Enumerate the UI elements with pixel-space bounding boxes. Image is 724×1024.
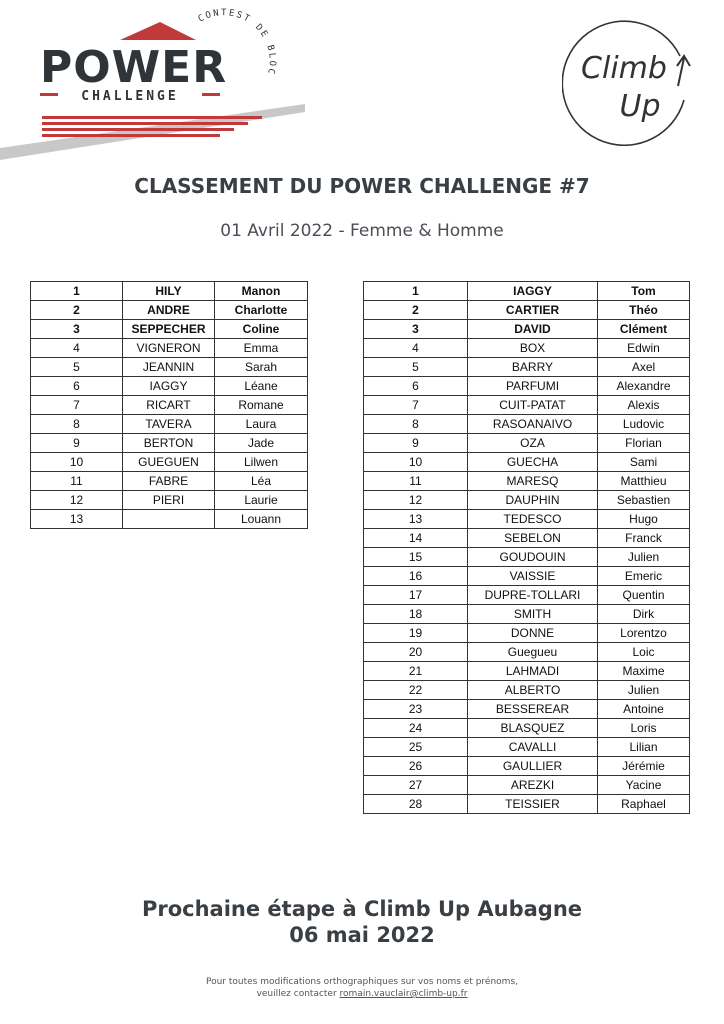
rank-cell: 20 [364, 643, 468, 662]
table-row [31, 453, 308, 472]
last-name-cell: GAULLIER [468, 757, 598, 776]
rank-cell: 24 [364, 719, 468, 738]
table-row [364, 643, 690, 662]
last-name-cell: IAGGY [468, 282, 598, 301]
table-row [31, 282, 308, 301]
first-name-cell: Lorentzo [598, 624, 690, 643]
contact-note [0, 976, 724, 1000]
last-name-cell: ANDRE [123, 301, 215, 320]
rank-cell: 22 [364, 681, 468, 700]
first-name-cell: Emeric [598, 567, 690, 586]
table-row [364, 510, 690, 529]
page-subtitle: 01 Avril 2022 - Femme & Homme [220, 221, 504, 241]
first-name-cell: Charlotte [215, 301, 308, 320]
first-name-cell: Emma [215, 339, 308, 358]
contact-line2-prefix: veuillez contacter [256, 989, 337, 999]
table-row [364, 377, 690, 396]
table-row [31, 472, 308, 491]
table-row [364, 529, 690, 548]
last-name-cell: SEBELON [468, 529, 598, 548]
first-name-cell: Alexis [598, 396, 690, 415]
first-name-cell: Jérémie [598, 757, 690, 776]
last-name-cell: BARRY [468, 358, 598, 377]
last-name-cell: VIGNERON [123, 339, 215, 358]
table-row [364, 624, 690, 643]
last-name-cell: BERTON [123, 434, 215, 453]
table-row [364, 605, 690, 624]
next-stage [0, 896, 724, 948]
last-name-cell: RICART [123, 396, 215, 415]
last-name-cell: DUPRE-TOLLARI [468, 586, 598, 605]
last-name-cell: BOX [468, 339, 598, 358]
first-name-cell: Dirk [598, 605, 690, 624]
rank-cell: 23 [364, 700, 468, 719]
rank-cell: 21 [364, 662, 468, 681]
table-row [364, 472, 690, 491]
table-row [364, 548, 690, 567]
power-challenge-logo [0, 0, 320, 165]
table-row [31, 320, 308, 339]
last-name-cell [123, 510, 215, 529]
logo-mountain [120, 22, 196, 40]
last-name-cell: TEISSIER [468, 795, 598, 814]
first-name-cell: Julien [598, 548, 690, 567]
last-name-cell: CARTIER [468, 301, 598, 320]
last-name-cell: PIERI [123, 491, 215, 510]
table-row [31, 358, 308, 377]
table-row [364, 491, 690, 510]
table-row [31, 434, 308, 453]
men-ranking-table [363, 281, 690, 814]
rank-cell: 5 [31, 358, 123, 377]
first-name-cell: Loic [598, 643, 690, 662]
last-name-cell: AREZKI [468, 776, 598, 795]
table-row [364, 415, 690, 434]
table-row [31, 396, 308, 415]
last-name-cell: Guegueu [468, 643, 598, 662]
rank-cell: 7 [364, 396, 468, 415]
last-name-cell: LAHMADI [468, 662, 598, 681]
table-row [364, 396, 690, 415]
rank-cell: 7 [31, 396, 123, 415]
last-name-cell: IAGGY [123, 377, 215, 396]
table-row [31, 339, 308, 358]
first-name-cell: Yacine [598, 776, 690, 795]
rank-cell: 13 [31, 510, 123, 529]
last-name-cell: ALBERTO [468, 681, 598, 700]
first-name-cell: Sami [598, 453, 690, 472]
last-name-cell: SMITH [468, 605, 598, 624]
last-name-cell: GUEGUEN [123, 453, 215, 472]
rank-cell: 19 [364, 624, 468, 643]
last-name-cell: CUIT-PATAT [468, 396, 598, 415]
first-name-cell: Franck [598, 529, 690, 548]
rank-cell: 10 [364, 453, 468, 472]
rank-cell: 26 [364, 757, 468, 776]
rank-cell: 27 [364, 776, 468, 795]
first-name-cell: Edwin [598, 339, 690, 358]
last-name-cell: GUECHA [468, 453, 598, 472]
last-name-cell: MARESQ [468, 472, 598, 491]
table-row [364, 586, 690, 605]
last-name-cell: OZA [468, 434, 598, 453]
page-title: CLASSEMENT DU POWER CHALLENGE #7 [134, 174, 590, 198]
table-row [364, 301, 690, 320]
table-row [31, 377, 308, 396]
logo-up-word: Up [619, 89, 661, 124]
first-name-cell: Manon [215, 282, 308, 301]
table-row [364, 453, 690, 472]
table-row [364, 662, 690, 681]
first-name-cell: Hugo [598, 510, 690, 529]
last-name-cell: CAVALLI [468, 738, 598, 757]
last-name-cell: DAVID [468, 320, 598, 339]
logo-climb-word: Climb [581, 51, 667, 86]
first-name-cell: Léane [215, 377, 308, 396]
table-row [364, 567, 690, 586]
rank-cell: 14 [364, 529, 468, 548]
rank-cell: 15 [364, 548, 468, 567]
table-row [364, 339, 690, 358]
first-name-cell: Raphael [598, 795, 690, 814]
rank-cell: 3 [364, 320, 468, 339]
first-name-cell: Théo [598, 301, 690, 320]
first-name-cell: Laurie [215, 491, 308, 510]
rank-cell: 28 [364, 795, 468, 814]
last-name-cell: PARFUMI [468, 377, 598, 396]
last-name-cell: HILY [123, 282, 215, 301]
climb-up-logo [562, 16, 702, 146]
rank-cell: 18 [364, 605, 468, 624]
rank-cell: 6 [364, 377, 468, 396]
first-name-cell: Alexandre [598, 377, 690, 396]
table-row [31, 510, 308, 529]
table-row [364, 776, 690, 795]
rank-cell: 16 [364, 567, 468, 586]
rank-cell: 10 [31, 453, 123, 472]
contact-email-link[interactable]: romain.vauclair@climb-up.fr [339, 989, 468, 999]
next-stage-date: 06 mai 2022 [289, 923, 435, 947]
last-name-cell: GOUDOUIN [468, 548, 598, 567]
rank-cell: 13 [364, 510, 468, 529]
table-row [364, 681, 690, 700]
first-name-cell: Laura [215, 415, 308, 434]
rank-cell: 6 [31, 377, 123, 396]
next-stage-location: Prochaine étape à Climb Up Aubagne [141, 897, 583, 921]
logo-challenge-word: CHALLENGE [81, 89, 179, 104]
table-row [364, 434, 690, 453]
women-ranking-table [30, 281, 308, 529]
first-name-cell: Lilwen [215, 453, 308, 472]
rank-cell: 4 [31, 339, 123, 358]
table-row [31, 301, 308, 320]
first-name-cell: Ludovic [598, 415, 690, 434]
table-row [364, 719, 690, 738]
first-name-cell: Antoine [598, 700, 690, 719]
rank-cell: 5 [364, 358, 468, 377]
logo-arrow-icon [677, 56, 690, 86]
last-name-cell: BLASQUEZ [468, 719, 598, 738]
rank-cell: 11 [31, 472, 123, 491]
last-name-cell: BESSEREAR [468, 700, 598, 719]
table-row [364, 320, 690, 339]
table-row [364, 700, 690, 719]
first-name-cell: Léa [215, 472, 308, 491]
contact-line1: Pour toutes modifications orthographiques sur vos noms et prénoms, [205, 977, 518, 987]
rank-cell: 17 [364, 586, 468, 605]
last-name-cell: TAVERA [123, 415, 215, 434]
first-name-cell: Lilian [598, 738, 690, 757]
table-row [31, 491, 308, 510]
first-name-cell: Jade [215, 434, 308, 453]
first-name-cell: Louann [215, 510, 308, 529]
table-row [31, 415, 308, 434]
last-name-cell: RASOANAIVO [468, 415, 598, 434]
rank-cell: 9 [31, 434, 123, 453]
rank-cell: 8 [364, 415, 468, 434]
first-name-cell: Julien [598, 681, 690, 700]
first-name-cell: Loris [598, 719, 690, 738]
table-row [364, 757, 690, 776]
rank-cell: 2 [364, 301, 468, 320]
rank-cell: 8 [31, 415, 123, 434]
first-name-cell: Tom [598, 282, 690, 301]
table-row [364, 282, 690, 301]
first-name-cell: Romane [215, 396, 308, 415]
rank-cell: 1 [364, 282, 468, 301]
first-name-cell: Florian [598, 434, 690, 453]
last-name-cell: JEANNIN [123, 358, 215, 377]
rank-cell: 9 [364, 434, 468, 453]
last-name-cell: FABRE [123, 472, 215, 491]
first-name-cell: Sarah [215, 358, 308, 377]
last-name-cell: VAISSIE [468, 567, 598, 586]
first-name-cell: Coline [215, 320, 308, 339]
rank-cell: 12 [364, 491, 468, 510]
last-name-cell: TEDESCO [468, 510, 598, 529]
first-name-cell: Clément [598, 320, 690, 339]
rank-cell: 12 [31, 491, 123, 510]
logo-power-word: POWER [40, 42, 228, 93]
last-name-cell: DAUPHIN [468, 491, 598, 510]
rank-cell: 11 [364, 472, 468, 491]
table-row [364, 358, 690, 377]
first-name-cell: Quentin [598, 586, 690, 605]
rank-cell: 3 [31, 320, 123, 339]
first-name-cell: Matthieu [598, 472, 690, 491]
first-name-cell: Sebastien [598, 491, 690, 510]
logo-ring-text: CONTEST DE BLOC [196, 8, 277, 77]
rank-cell: 4 [364, 339, 468, 358]
last-name-cell: SEPPECHER [123, 320, 215, 339]
rank-cell: 2 [31, 301, 123, 320]
first-name-cell: Maxime [598, 662, 690, 681]
logo-swoosh [0, 104, 305, 160]
table-row [364, 795, 690, 814]
rank-cell: 25 [364, 738, 468, 757]
rank-cell: 1 [31, 282, 123, 301]
last-name-cell: DONNE [468, 624, 598, 643]
table-row [364, 738, 690, 757]
first-name-cell: Axel [598, 358, 690, 377]
